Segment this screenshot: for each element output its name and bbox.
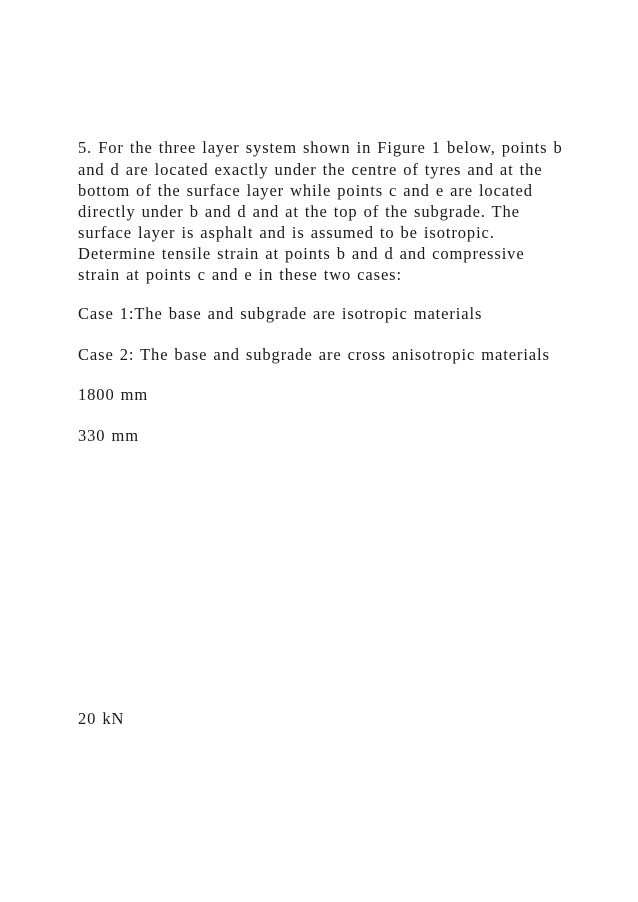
load-label: 20 kN	[78, 709, 125, 728]
question-line-3: bottom of the surface layer while points c and e are located	[78, 181, 533, 200]
question-line-2: and d are located exactly under the centre of tyres and at the	[78, 160, 543, 179]
spacing-label: 1800 mm	[78, 385, 149, 404]
question-line-6: Determine tensile strain at points b and d and compressive	[78, 244, 525, 263]
question-line-7: strain at points c and e in these two cases:	[78, 265, 402, 284]
question-line-5: surface layer is asphalt and is assumed to be isotropic.	[78, 223, 495, 242]
case-1-text: Case 1:The base and subgrade are isotropic materials	[78, 304, 483, 323]
question-line-4: directly under b and d and at the top of the subgrade. The	[78, 202, 520, 221]
case-2-text: Case 2: The base and subgrade are cross anisotropic materials	[78, 345, 550, 364]
question-line-1: 5. For the three layer system shown in Figure 1 below, points b	[78, 138, 563, 157]
width-label: 330 mm	[78, 426, 139, 445]
